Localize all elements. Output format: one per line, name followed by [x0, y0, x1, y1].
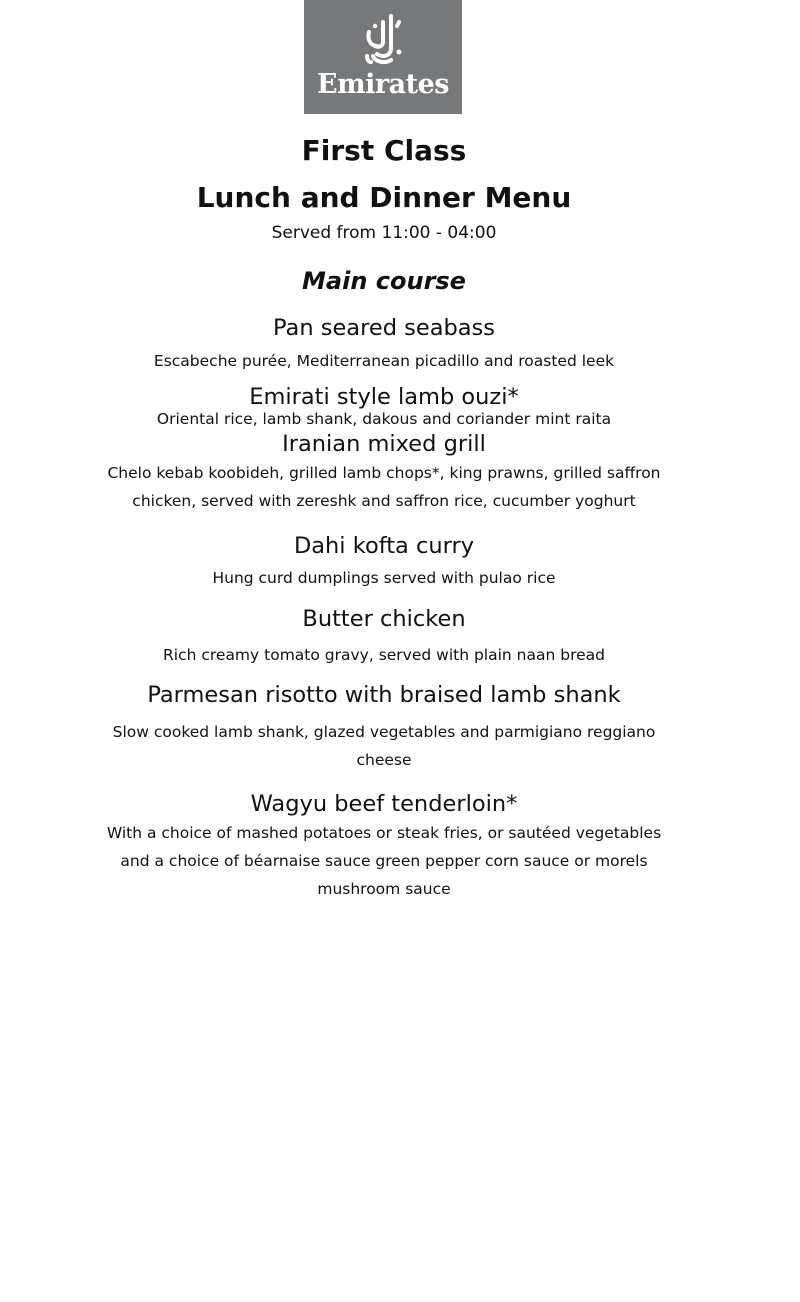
dish-description: Oriental rice, lamb shank, dakous and coriander mint raita	[156, 410, 612, 428]
dish-name: Parmesan risotto with braised lamb shank	[147, 682, 621, 708]
section-title: Main course	[302, 267, 466, 295]
dish-name: Pan seared seabass	[272, 315, 495, 341]
dish-description: Rich creamy tomato gravy, served with plain naan bread	[163, 646, 605, 664]
dish-description: Slow cooked lamb shank, glazed vegetables and parmigiano reggiano cheese	[112, 723, 656, 769]
dish-description: Escabeche purée, Mediterranean picadillo and roasted leek	[153, 352, 615, 370]
dish-name: Emirati style lamb ouzi*	[249, 384, 519, 410]
class-title: First Class	[301, 134, 467, 167]
served-hours: Served from 11:00 - 04:00	[271, 223, 497, 243]
dish-description: Hung curd dumplings served with pulao rice	[212, 569, 556, 587]
dish-description: Chelo kebab koobideh, grilled lamb chops*, king prawns, grilled saffron chicken, served with zereshk and saffron rice, cucumber yoghurt	[107, 464, 661, 510]
emirates-wordmark: Emirates	[317, 69, 449, 100]
emirates-logo	[304, 0, 462, 114]
dish-name: Wagyu beef tenderloin*	[250, 791, 518, 817]
emirates-calligraphy-icon	[361, 12, 405, 68]
dish-name: Dahi kofta curry	[293, 533, 475, 559]
dish-description: With a choice of mashed potatoes or steak fries, or sautéed vegetables and a choice of béarnaise sauce green pepper corn sauce or morels mushroom sauce	[106, 824, 662, 898]
menu-title: Lunch and Dinner Menu	[196, 181, 572, 214]
dish-name: Iranian mixed grill	[282, 431, 486, 457]
dish-name: Butter chicken	[302, 606, 466, 632]
